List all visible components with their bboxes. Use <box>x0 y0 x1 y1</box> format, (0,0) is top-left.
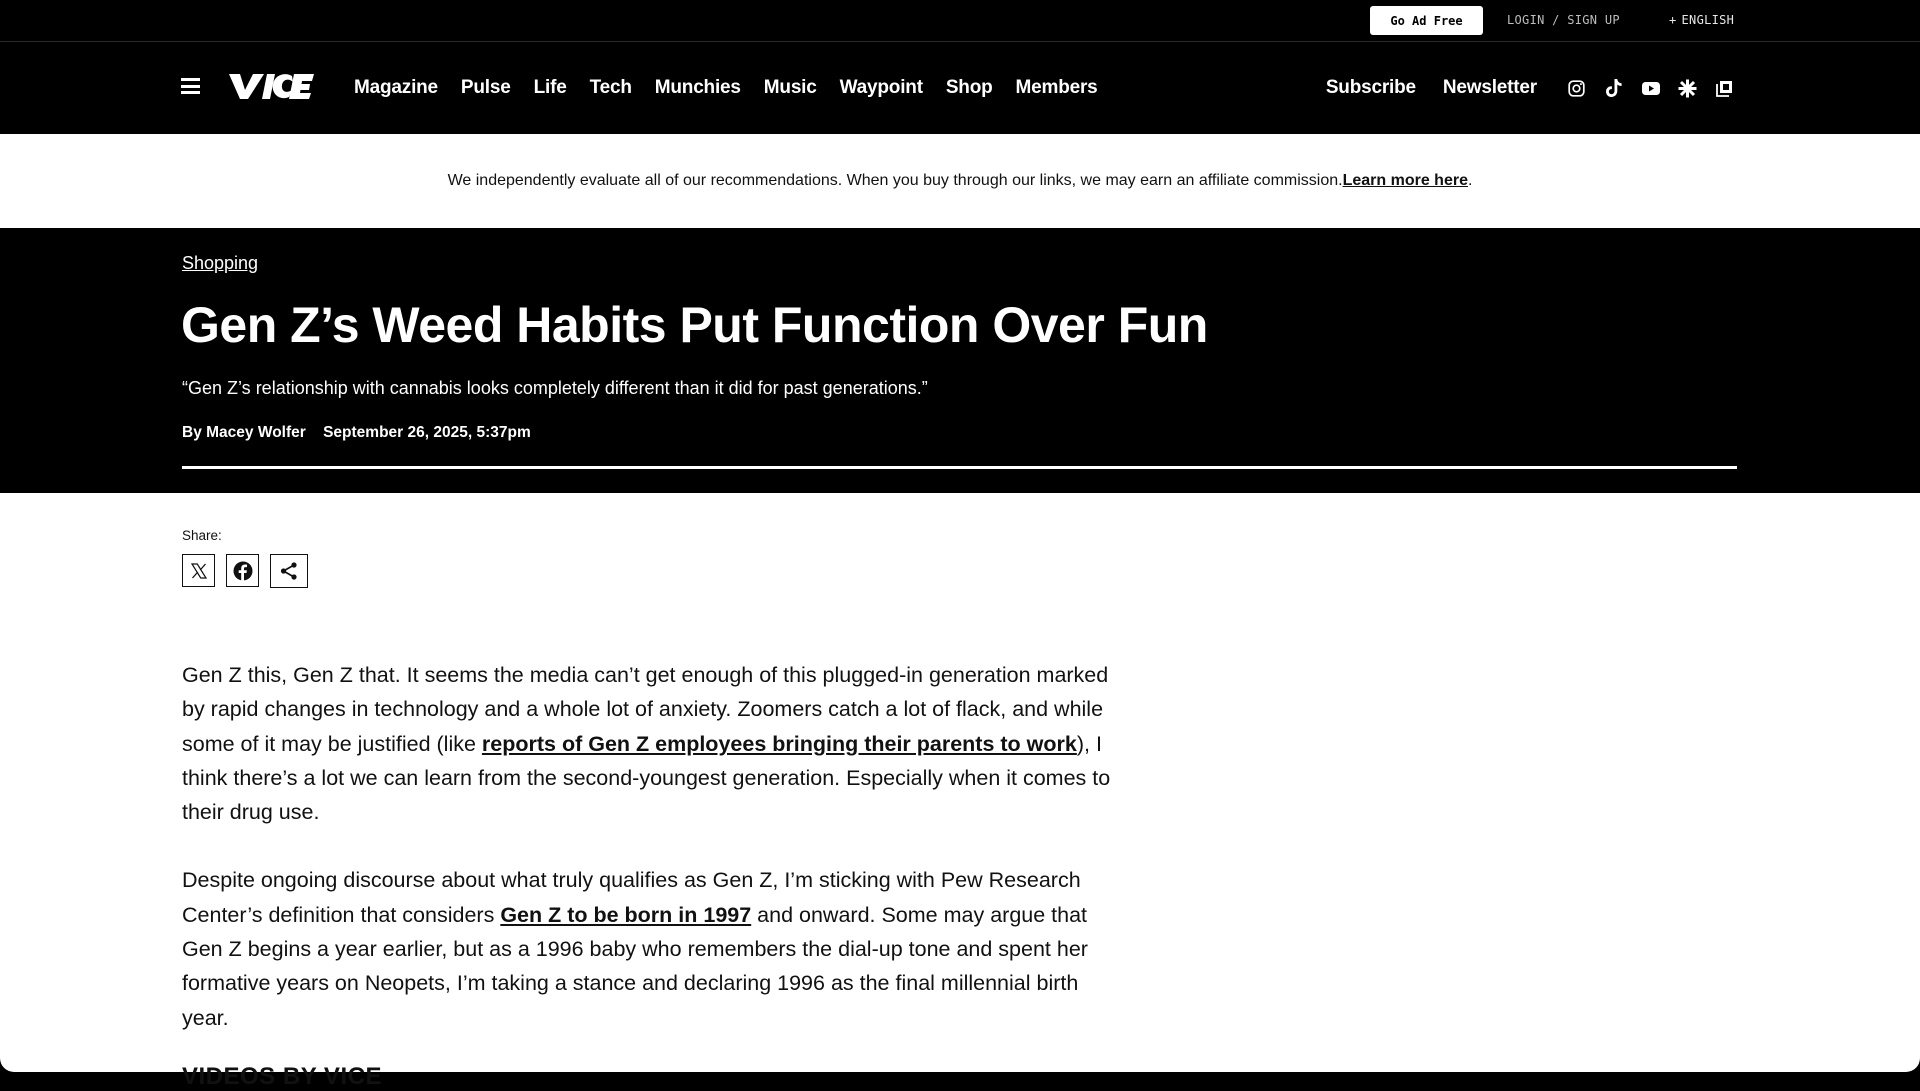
share-generic-button[interactable] <box>270 554 308 588</box>
nav-munchies[interactable]: Munchies <box>654 77 741 98</box>
tiktok-icon[interactable] <box>1603 78 1624 99</box>
gen-z-employees-link[interactable]: reports of Gen Z employees bringing their parents to work <box>481 731 1077 756</box>
publish-date: September 26, 2025, 5:37pm <box>323 424 531 441</box>
learn-more-link[interactable]: Learn more here <box>1342 172 1468 189</box>
language-selector[interactable] <box>1669 13 1734 27</box>
share-buttons <box>182 554 308 588</box>
gen-z-1997-link[interactable]: Gen Z to be born in 1997 <box>500 902 752 927</box>
youtube-icon[interactable] <box>1640 78 1661 99</box>
nav-music[interactable]: Music <box>763 77 817 98</box>
p1-text-a: Gen Z this, Gen Z that. It seems the media can’t get enough of this plugged-in generation marked by rapid changes in technology and a whole lot of anxiety. Zoomers catch a lot of flack, and while some of it may be justified (like <box>182 663 1109 756</box>
share-icon <box>279 561 299 581</box>
login-signup-link[interactable]: LOGIN / SIGN UP <box>1507 13 1620 27</box>
plus-icon: + <box>1669 13 1677 27</box>
asterisk-icon[interactable] <box>1677 78 1698 99</box>
nav-tech[interactable]: Tech <box>589 77 632 98</box>
vice-logo-mark <box>226 70 316 102</box>
social-icons <box>1566 78 1735 99</box>
nav-shop[interactable]: Shop <box>945 77 993 98</box>
paragraph-2 <box>182 863 1112 1034</box>
main-nav <box>0 42 1920 134</box>
go-ad-free-button[interactable]: Go Ad Free <box>1370 6 1483 35</box>
p1-text-b: ), I think there’s a lot we can learn from the second-youngest generation. Especially when it comes to their drug use. <box>182 731 1111 825</box>
x-icon <box>191 563 207 579</box>
p2-text-b: and onward. Some may argue that Gen Z begins a year earlier, but as a 1996 baby who remembers the dial-up tone and spent her formative years on Neopets, I’m taking a stance and declaring 1996 as the final millennial birth year. <box>182 902 1088 1030</box>
affiliate-text: We independently evaluate all of our recommendations. When you buy through our links, we may earn an affiliate commission. <box>447 172 1343 189</box>
newsletter-link[interactable]: Newsletter <box>1442 77 1537 98</box>
share-x-button[interactable] <box>182 554 215 587</box>
byline-prefix: By <box>182 424 202 441</box>
hamburger-menu-icon[interactable] <box>181 78 200 94</box>
article-body <box>182 658 1112 1069</box>
nav-life[interactable]: Life <box>533 77 567 98</box>
subscribe-link[interactable]: Subscribe <box>1325 77 1416 98</box>
instagram-icon[interactable] <box>1566 78 1587 99</box>
article-headline: Gen Z’s Weed Habits Put Function Over Fun <box>181 297 1208 353</box>
nav-pulse[interactable]: Pulse <box>460 77 511 98</box>
videos-by-vice-heading: VIDEOS BY VICE <box>182 1063 382 1090</box>
nav-right <box>1326 42 1735 134</box>
hero-divider <box>182 466 1737 469</box>
nav-magazine[interactable]: Magazine <box>354 77 438 98</box>
affiliate-disclaimer <box>0 134 1920 228</box>
nav-members[interactable]: Members <box>1015 77 1098 98</box>
vice-logo[interactable] <box>226 70 316 102</box>
p2-text-a: Despite ongoing discourse about what truly qualifies as Gen Z, I’m sticking with Pew Research Center’s definition that considers <box>182 868 1081 927</box>
share-label: Share: <box>182 528 222 543</box>
copy-icon[interactable] <box>1714 78 1735 99</box>
author-link[interactable]: Macey Wolfer <box>206 424 306 441</box>
article-dek: “Gen Z’s relationship with cannabis looks completely different than it did for past generations.” <box>182 378 928 398</box>
language-label: ENGLISH <box>1681 13 1735 27</box>
byline <box>182 424 531 442</box>
share-facebook-button[interactable] <box>226 554 259 587</box>
utility-bar <box>0 0 1920 42</box>
category-link[interactable]: Shopping <box>182 253 259 273</box>
facebook-icon <box>233 561 253 581</box>
nav-waypoint[interactable]: Waypoint <box>839 77 923 98</box>
affiliate-period: . <box>1467 172 1473 189</box>
paragraph-1 <box>182 658 1112 829</box>
primary-nav <box>354 42 1098 134</box>
article-hero <box>0 228 1920 493</box>
